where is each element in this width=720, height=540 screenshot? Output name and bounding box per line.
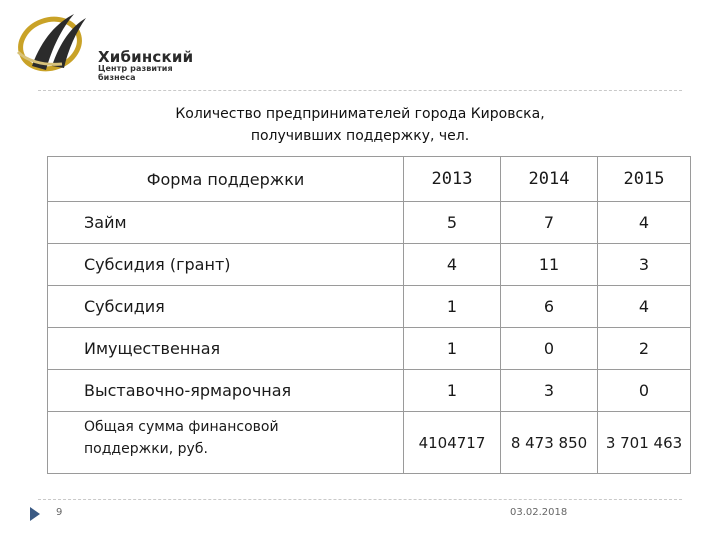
total-2015: 3 701 463 [598,412,691,474]
row-label: Выставочно-ярмарочная [48,370,404,412]
header-form: Форма поддержки [48,157,404,202]
page-number: 9 [56,507,63,518]
logo-emblem-icon [12,8,96,78]
title-line-2: получивших поддержку, чел. [250,128,470,144]
table-row [48,244,691,286]
bottom-divider [38,499,682,500]
header-year-2013: 2013 [404,157,501,202]
cell-2014: 6 [501,286,598,328]
row-label: Имущественная [48,328,404,370]
cell-2015: 4 [598,202,691,244]
cell-2013: 1 [404,286,501,328]
cell-2014: 11 [501,244,598,286]
cell-2014: 3 [501,370,598,412]
table-total-row [48,412,691,474]
total-2013: 4104717 [404,412,501,474]
total-2014: 8 473 850 [501,412,598,474]
cell-2013: 1 [404,328,501,370]
title-line-1: Количество предпринимателей города Кировска, [175,106,545,122]
cell-2015: 4 [598,286,691,328]
table-row [48,328,691,370]
cell-2013: 4 [404,244,501,286]
total-label-line-2: поддержки, руб. [84,441,208,457]
footer-date: 03.02.2018 [510,507,568,518]
logo [12,8,212,82]
table-header-row [48,157,691,202]
slide-title [60,103,660,147]
table-row [48,202,691,244]
top-divider [38,90,682,91]
total-label-line-1: Общая сумма финансовой [84,419,279,435]
cell-2013: 1 [404,370,501,412]
row-label: Займ [48,202,404,244]
cell-2014: 0 [501,328,598,370]
support-table [47,156,691,474]
header-year-2015: 2015 [598,157,691,202]
row-label: Субсидия [48,286,404,328]
row-label: Субсидия (грант) [48,244,404,286]
cell-2013: 5 [404,202,501,244]
table-row [48,286,691,328]
brand-subtitle: Центр развития бизнеса [98,64,173,82]
brand-name: Хибинский [98,48,194,66]
cell-2015: 0 [598,370,691,412]
header-year-2014: 2014 [501,157,598,202]
cell-2014: 7 [501,202,598,244]
table-row [48,370,691,412]
total-label [48,412,404,474]
cell-2015: 3 [598,244,691,286]
cell-2015: 2 [598,328,691,370]
slide-arrow-icon [30,507,40,521]
